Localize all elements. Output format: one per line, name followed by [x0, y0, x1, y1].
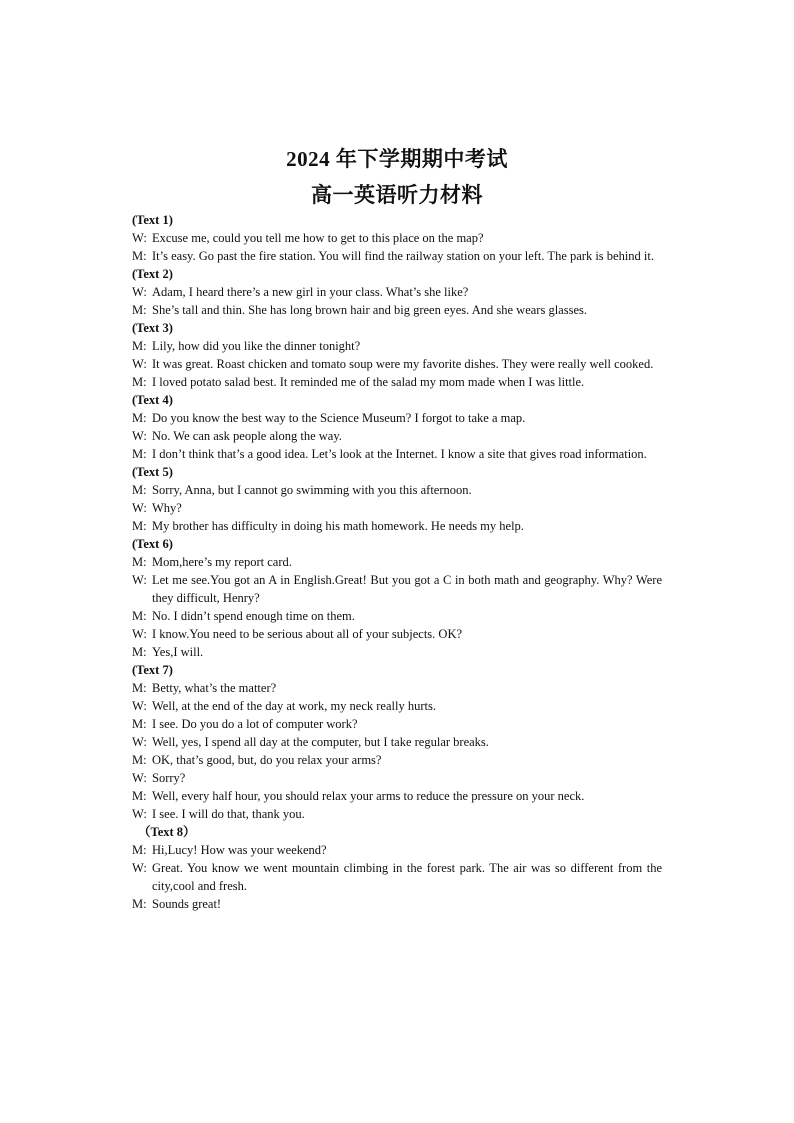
dialogue-text: No. We can ask people along the way.	[152, 429, 342, 443]
dialogue-text: I see. Do you do a lot of computer work?	[152, 717, 358, 731]
dialogue-text: Yes,I will.	[152, 645, 204, 659]
dialogue-text: It was great. Roast chicken and tomato soup were my favorite dishes. They were really well cooked.	[152, 357, 654, 371]
dialogue-line	[132, 571, 662, 607]
text-section-header: (Text 6)	[132, 537, 173, 551]
dialogue-text: I loved potato salad best. It reminded me of the salad my mom made when I was little.	[152, 375, 585, 389]
dialogue-text: OK, that’s good, but, do you relax your arms?	[152, 753, 382, 767]
dialogue-text: Why?	[152, 501, 182, 515]
dialogue-text: Well, yes, I spend all day at the computer, but I take regular breaks.	[152, 735, 489, 749]
speaker-label: M:	[132, 339, 147, 353]
dialogue-line	[132, 229, 662, 247]
page-subtitle: 高一英语听力材料	[311, 183, 483, 207]
dialogue-line	[132, 427, 662, 445]
dialogue-text: I know.You need to be serious about all of your subjects. OK?	[152, 627, 463, 641]
dialogue-line	[132, 337, 662, 355]
text-section-header: (Text 2)	[132, 267, 173, 281]
dialogue-line	[132, 481, 662, 499]
speaker-label: M:	[132, 609, 147, 623]
dialogue-line	[132, 859, 662, 895]
text-section-header: (Text 7)	[132, 663, 173, 677]
speaker-label: W:	[132, 231, 147, 245]
speaker-label: W:	[132, 501, 147, 515]
text-section-header: (Text 3)	[132, 321, 173, 335]
dialogue-line	[132, 499, 662, 517]
dialogue-text: My brother has difficulty in doing his math homework. He needs my help.	[152, 519, 524, 533]
dialogue-line	[132, 697, 662, 715]
dialogue-text: Excuse me, could you tell me how to get to this place on the map?	[152, 231, 484, 245]
dialogue-line	[132, 805, 662, 823]
dialogue-line	[132, 625, 662, 643]
dialogue-line	[132, 301, 662, 319]
dialogue-line	[132, 607, 662, 625]
text-section-header: （Text 8）	[138, 825, 196, 839]
dialogue-text: Sorry, Anna, but I cannot go swimming with you this afternoon.	[152, 483, 472, 497]
speaker-label: W:	[132, 771, 147, 785]
speaker-label: M:	[132, 519, 147, 533]
dialogue-text: She’s tall and thin. She has long brown hair and big green eyes. And she wears glasses.	[152, 303, 587, 317]
dialogue-line	[132, 841, 662, 859]
dialogue-text: Adam, I heard there’s a new girl in your class. What’s she like?	[152, 285, 469, 299]
speaker-label: W:	[132, 735, 147, 749]
speaker-label: M:	[132, 447, 147, 461]
speaker-label: W:	[132, 807, 147, 821]
speaker-label: W:	[132, 699, 147, 713]
dialogue-line	[132, 409, 662, 427]
dialogue-line	[132, 733, 662, 751]
speaker-label: M:	[132, 897, 147, 911]
dialogue-line	[132, 715, 662, 733]
dialogue-text: Great. You know we went mountain climbing in the forest park. The air was so different from the city,cool and fresh.	[152, 861, 662, 893]
dialogue-line	[132, 247, 662, 265]
speaker-label: M:	[132, 681, 147, 695]
dialogue-text: Mom,here’s my report card.	[152, 555, 292, 569]
dialogue-line	[132, 643, 662, 661]
dialogue-text: Sounds great!	[152, 897, 222, 911]
page-title: 2024 年下学期期中考试	[286, 147, 508, 171]
speaker-label: M:	[132, 303, 147, 317]
transcript-body	[132, 211, 662, 913]
dialogue-line	[132, 355, 662, 373]
dialogue-line	[132, 517, 662, 535]
text-section-header: (Text 4)	[132, 393, 173, 407]
speaker-label: M:	[132, 843, 147, 857]
dialogue-line	[132, 283, 662, 301]
speaker-label: M:	[132, 249, 147, 263]
speaker-label: M:	[132, 645, 147, 659]
speaker-label: M:	[132, 555, 147, 569]
dialogue-text: Hi,Lucy! How was your weekend?	[152, 843, 327, 857]
dialogue-line	[132, 445, 662, 463]
dialogue-text: Betty, what’s the matter?	[152, 681, 277, 695]
dialogue-line	[132, 553, 662, 571]
dialogue-line	[132, 769, 662, 787]
speaker-label: M:	[132, 717, 147, 731]
dialogue-text: It’s easy. Go past the fire station. You will find the railway station on your left. The park is behind it.	[152, 249, 655, 263]
speaker-label: M:	[132, 753, 147, 767]
dialogue-text: Let me see.You got an A in English.Great! But you got a C in both math and geography. Why? Were they difficult, Henry?	[152, 573, 662, 605]
dialogue-text: Lily, how did you like the dinner tonight?	[152, 339, 361, 353]
dialogue-text: I see. I will do that, thank you.	[152, 807, 305, 821]
dialogue-line	[132, 895, 662, 913]
dialogue-line	[132, 679, 662, 697]
speaker-label: W:	[132, 285, 147, 299]
dialogue-text: Well, every half hour, you should relax your arms to reduce the pressure on your neck.	[152, 789, 585, 803]
dialogue-text: I don’t think that’s a good idea. Let’s look at the Internet. I know a site that gives road information.	[152, 447, 647, 461]
speaker-label: M:	[132, 789, 147, 803]
speaker-label: W:	[132, 627, 147, 641]
speaker-label: M:	[132, 483, 147, 497]
speaker-label: W:	[132, 357, 147, 371]
text-section-header: (Text 1)	[132, 213, 173, 227]
dialogue-line	[132, 751, 662, 769]
speaker-label: W:	[132, 861, 147, 875]
dialogue-text: No. I didn’t spend enough time on them.	[152, 609, 355, 623]
dialogue-text: Do you know the best way to the Science Museum? I forgot to take a map.	[152, 411, 526, 425]
dialogue-line	[132, 373, 662, 391]
speaker-label: M:	[132, 411, 147, 425]
speaker-label: M:	[132, 375, 147, 389]
text-section-header: (Text 5)	[132, 465, 173, 479]
dialogue-line	[132, 787, 662, 805]
speaker-label: W:	[132, 429, 147, 443]
speaker-label: W:	[132, 573, 147, 587]
dialogue-text: Well, at the end of the day at work, my neck really hurts.	[152, 699, 436, 713]
dialogue-text: Sorry?	[152, 771, 186, 785]
